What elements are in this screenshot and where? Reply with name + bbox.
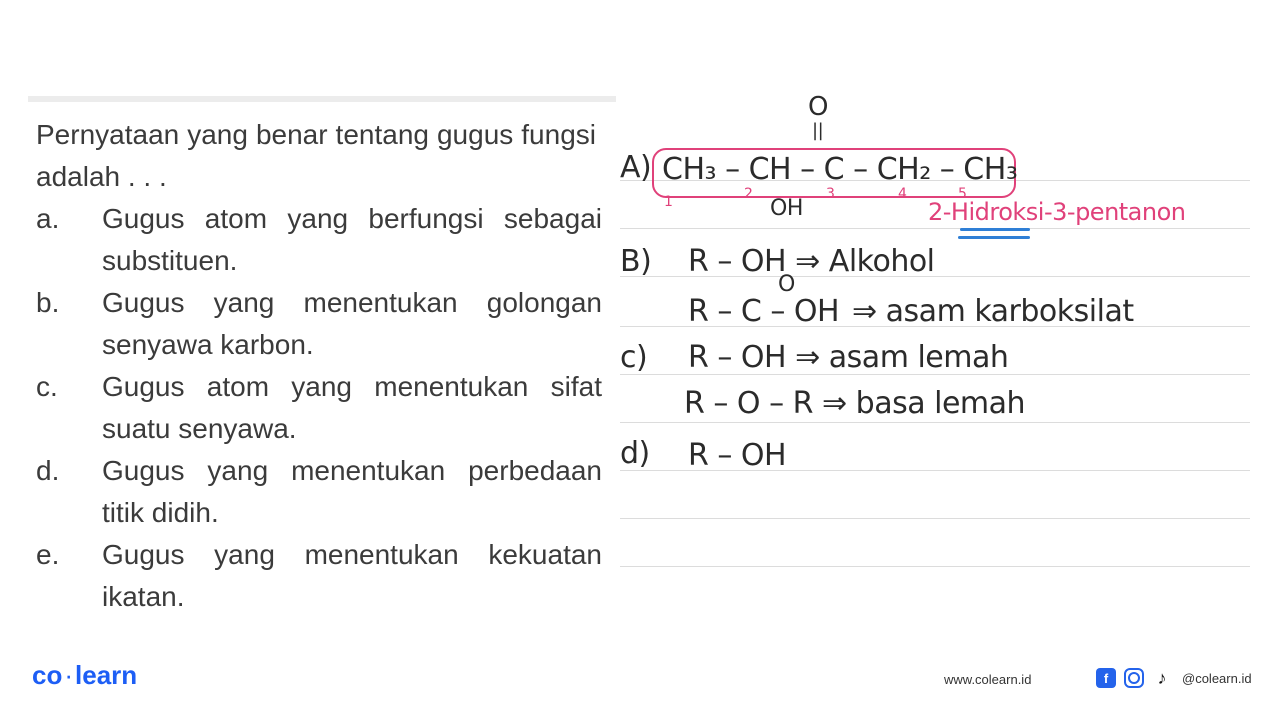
carbon-number: 4: [898, 186, 907, 202]
carboxyl-oxygen: O: [778, 272, 795, 297]
carbonyl-double-bond: ||: [812, 120, 824, 141]
option-text: Gugus atom yang menentukan sifat suatu senyawa.: [102, 371, 602, 444]
answer-b-line1: R – OH ⇒ Alkohol: [688, 244, 935, 279]
answer-b-formula: R – C – OH: [688, 294, 840, 329]
answer-c-label: c): [620, 340, 648, 375]
name-underline: [960, 228, 1030, 231]
logo-text-co: co: [32, 660, 63, 690]
hydroxyl-group: OH: [770, 196, 803, 221]
question-stem: Pernyataan yang benar tentang gugus fungsi adalah . . .: [36, 119, 596, 192]
option-text: Gugus yang menentukan kekuatan ikatan.: [102, 539, 602, 612]
rule-line: [620, 422, 1250, 423]
facebook-icon[interactable]: f: [1096, 668, 1116, 688]
carbon-number: 2: [744, 186, 753, 202]
option-letter: d.: [36, 455, 60, 486]
answer-b-label: B): [620, 244, 652, 279]
option-letter: b.: [36, 287, 60, 318]
name-underline: [958, 236, 1030, 239]
answer-a-label: A): [620, 150, 652, 185]
carbon-number: 5: [958, 186, 967, 202]
answer-a-formula: CH₃ – CH – C – CH₂ – CH₃: [662, 152, 1018, 187]
colearn-logo: [32, 660, 137, 691]
answer-c-line2: R – O – R ⇒ basa lemah: [684, 386, 1026, 421]
rule-line: [620, 518, 1250, 519]
logo-text-learn: learn: [75, 660, 138, 690]
carbonyl-oxygen: O: [808, 92, 828, 122]
tiktok-icon[interactable]: ♪: [1157, 667, 1167, 688]
instagram-icon[interactable]: [1124, 668, 1144, 688]
carbon-number: 3: [826, 186, 835, 202]
social-links: [1096, 668, 1252, 688]
rule-line: [620, 228, 1250, 229]
option-text: Gugus atom yang berfungsi sebagai substituen.: [102, 203, 602, 276]
website-link[interactable]: www.colearn.id: [944, 672, 1032, 687]
answer-d-line1: R – OH: [688, 438, 787, 473]
option-letter: c.: [36, 371, 58, 402]
option-text: Gugus yang menentukan golongan senyawa karbon.: [102, 287, 602, 360]
rule-line: [620, 566, 1250, 567]
social-handle[interactable]: @colearn.id: [1182, 670, 1252, 686]
compound-name: 2-Hidroksi-3-pentanon: [928, 198, 1186, 226]
option-letter: a.: [36, 203, 60, 234]
logo-dot: ·: [64, 660, 74, 690]
answer-c-line1: R – OH ⇒ asam lemah: [688, 340, 1009, 375]
answer-d-label: d): [620, 436, 650, 471]
question-panel: [28, 96, 616, 616]
option-text: Gugus yang menentukan perbedaan titik didih.: [102, 455, 602, 528]
answer-b-result: ⇒ asam karboksilat: [852, 294, 1134, 329]
carbon-number: 1: [664, 194, 673, 210]
option-letter: e.: [36, 539, 60, 570]
